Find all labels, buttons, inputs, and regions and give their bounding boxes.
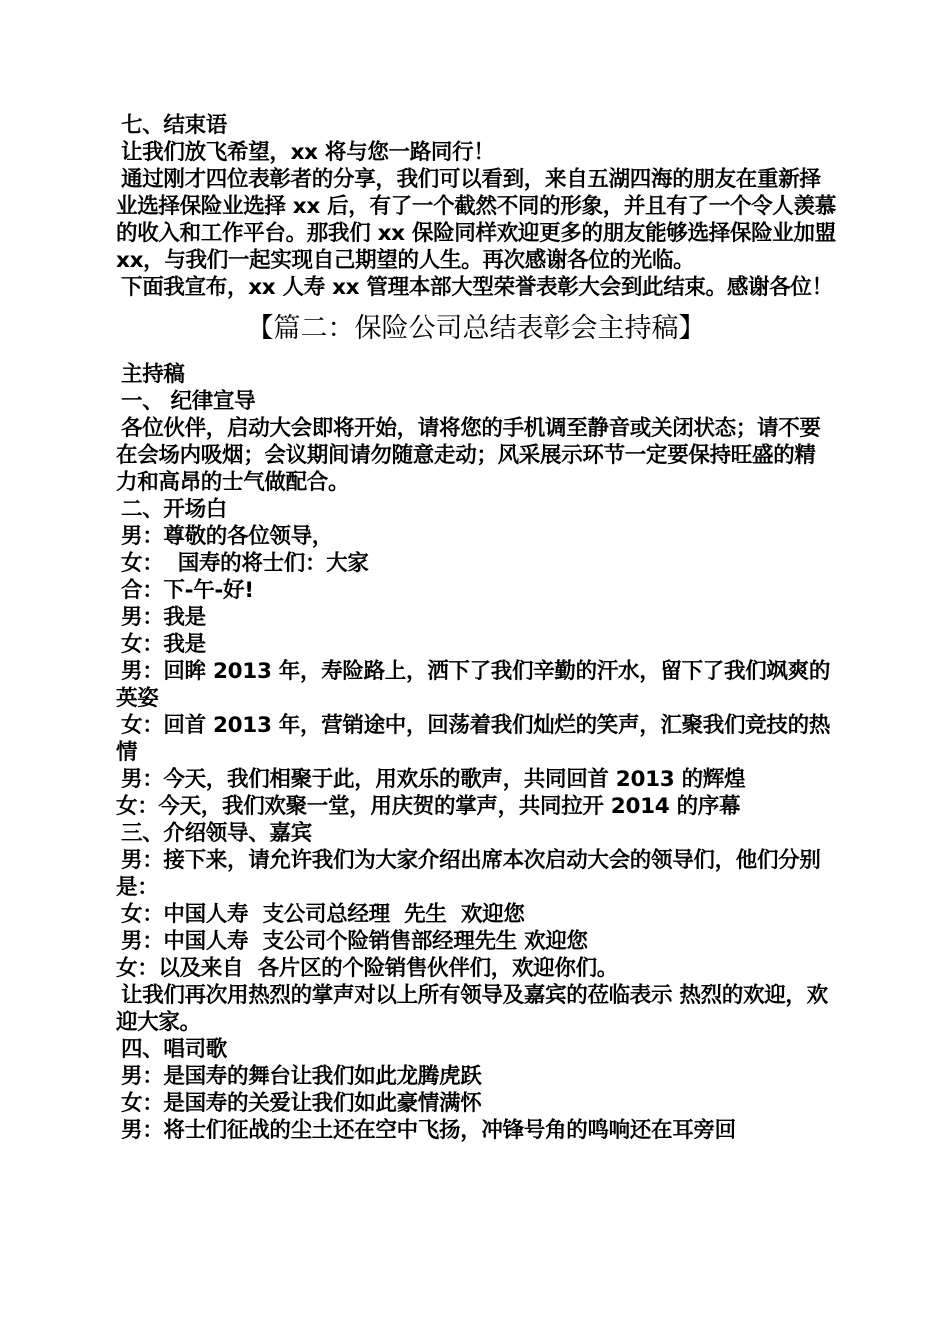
paragraph: 各位伙伴，启动大会即将开始，请将您的手机调至静音或关闭状态；请不要在会场内吸烟；会议期间请勿随意走动；风采展示环节一定要保持旺盛的精力和高昂的士气做配合。 bbox=[116, 416, 821, 495]
paragraph: 让我们放飞希望，xx 将与您一路同行！ bbox=[121, 140, 495, 165]
dialogue-line: 男：尊敬的各位领导， bbox=[121, 524, 334, 549]
dialogue-line: 男：是国寿的舞台让我们如此龙腾虎跃 bbox=[121, 1064, 482, 1089]
paragraph: 让我们再次用热烈的掌声对以上所有领导及嘉宾的莅临表示 热烈的欢迎，欢迎大家。 bbox=[116, 983, 828, 1035]
dialogue-line: 男：中国人寿 支公司个险销售部经理先生 欢迎您 bbox=[121, 929, 588, 954]
dialogue-line: 女：以及来自 各片区的个险销售伙伴们，欢迎你们。 bbox=[116, 956, 618, 981]
dialogue-line: 女：回首 2013 年，营销途中，回荡着我们灿烂的笑声，汇聚我们竞技的热情 bbox=[116, 713, 831, 765]
paragraph: 通过刚才四位表彰者的分享，我们可以看到，来自五湖四海的朋友在重新择业选择保险业选择 xx 后，有了一个截然不同的形象，并且有了一个令人羡慕的收入和工作平台。那我们 xx 保险同样欢迎更多的朋友能够选择保险业加盟 xx，与我们一起实现自己期望的人生。再次感谢各位的光临。 bbox=[116, 167, 836, 273]
dialogue-line: 男：我是 bbox=[121, 605, 206, 630]
dialogue-line: 女：我是 bbox=[121, 632, 206, 657]
dialogue-line: 女：是国寿的关爱让我们如此豪情满怀 bbox=[121, 1091, 482, 1116]
document-page bbox=[116, 112, 836, 1144]
paragraph: 下面我宣布，xx 人寿 xx 管理本部大型荣誉表彰大会到此结束。感谢各位！ bbox=[121, 275, 833, 300]
dialogue-line: 女： 国寿的将士们：大家 bbox=[121, 551, 369, 576]
section-heading-closing: 七、结束语 bbox=[121, 113, 228, 138]
dialogue-line: 女：中国人寿 支公司总经理 先生 欢迎您 bbox=[121, 902, 525, 927]
dialogue-line: 男：回眸 2013 年，寿险路上，洒下了我们辛勤的汗水，留下了我们飒爽的英姿 bbox=[116, 659, 831, 711]
chapter-title: 【篇二：保险公司总结表彰会主持稿】 bbox=[246, 313, 706, 344]
dialogue-line: 男：接下来，请允许我们为大家介绍出席本次启动大会的领导们，他们分别是： bbox=[116, 848, 821, 900]
dialogue-line: 合：下-午-好! bbox=[121, 578, 254, 603]
section-heading: 三、介绍领导、嘉宾 bbox=[121, 821, 312, 846]
section-heading: 二、开场白 bbox=[121, 497, 228, 522]
dialogue-line: 男：将士们征战的尘土还在空中飞扬，冲锋号角的鸣响还在耳旁回 bbox=[121, 1118, 736, 1143]
dialogue-line: 女：今天，我们欢聚一堂，用庆贺的掌声，共同拉开 2014 的序幕 bbox=[116, 794, 741, 819]
dialogue-line: 男：今天，我们相聚于此，用欢乐的歌声，共同回首 2013 的辉煌 bbox=[121, 767, 746, 792]
section-heading: 四、唱司歌 bbox=[121, 1037, 228, 1062]
section-heading: 一、 纪律宣导 bbox=[121, 389, 256, 414]
script-title: 主持稿 bbox=[121, 362, 185, 387]
